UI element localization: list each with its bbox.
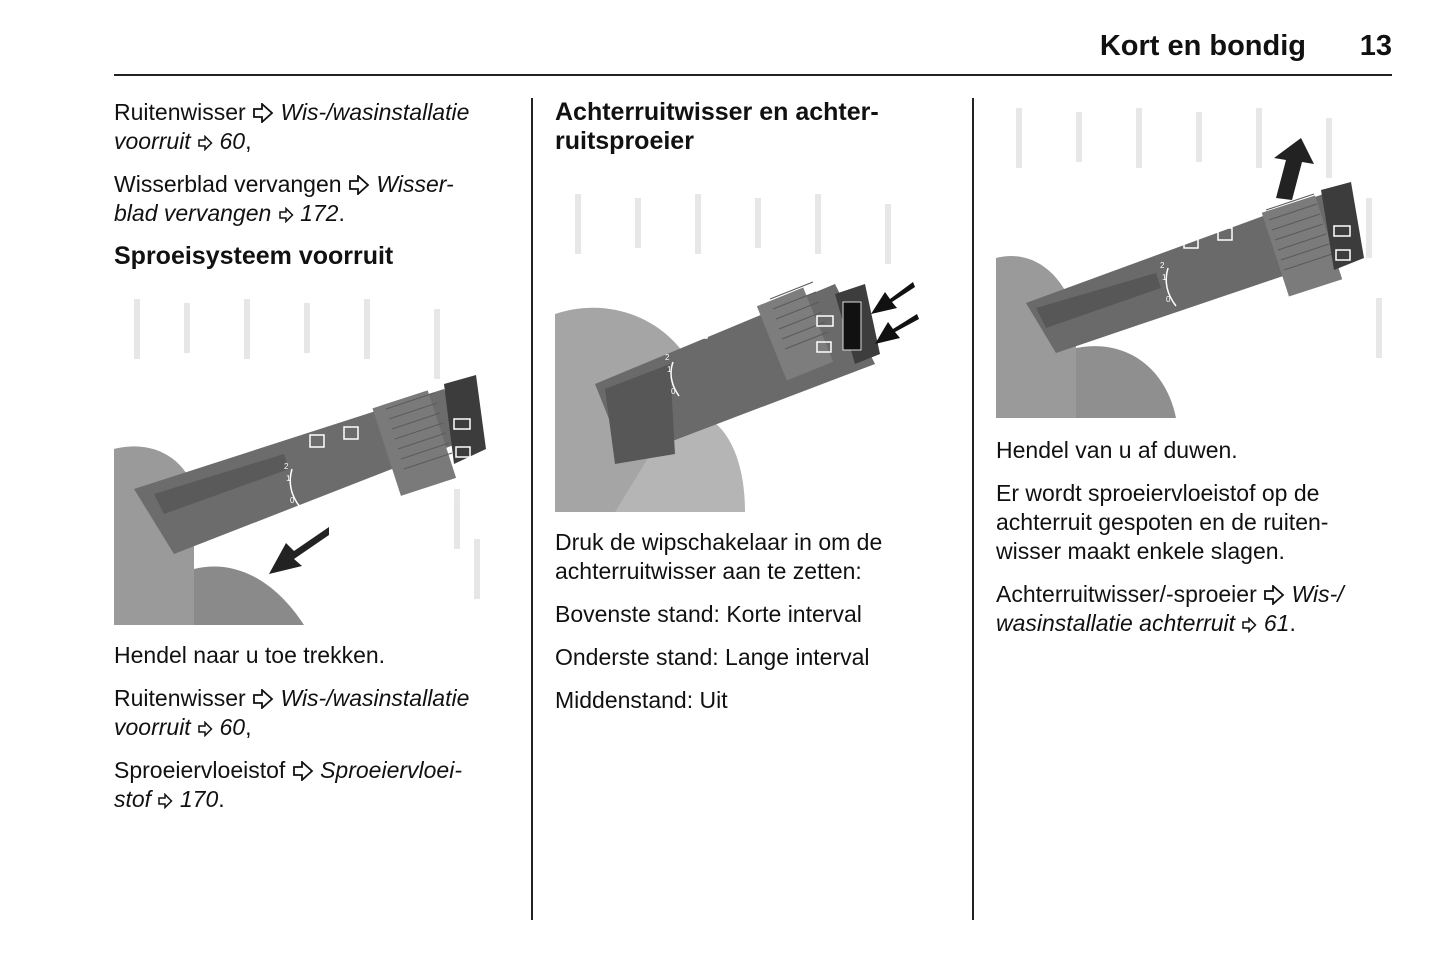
page-reference[interactable]: 61 <box>1263 610 1290 636</box>
hollow-right-arrow-icon <box>348 170 370 199</box>
cross-reference-link[interactable]: stof <box>114 786 152 812</box>
lever-pull-illustration <box>114 289 509 625</box>
cross-reference-link[interactable]: Wis-/ <box>1291 581 1344 607</box>
svg-text:1: 1 <box>1162 273 1167 282</box>
lever-push-illustration <box>996 98 1391 418</box>
column-divider-2 <box>972 98 974 920</box>
page-reference[interactable]: 172 <box>300 200 339 226</box>
cross-reference-wiper-2: Ruitenwisser Wis-/wasinstallatie voorruit 60, <box>114 685 470 740</box>
setting-bottom: Onderste stand: Lange interval <box>555 644 870 670</box>
section-heading: Sproeisysteem voorruit <box>114 242 394 270</box>
page-reference[interactable]: 60 <box>219 714 246 740</box>
cross-reference-link[interactable]: blad vervangen <box>114 200 272 226</box>
figure-caption: Hendel van u af duwen. <box>996 437 1238 463</box>
svg-text:0: 0 <box>1166 295 1171 304</box>
svg-text:2: 2 <box>1160 261 1165 270</box>
svg-text:1: 1 <box>286 474 291 483</box>
column-1 <box>114 98 509 828</box>
header-rule <box>114 74 1392 76</box>
cross-reference-wiper-blade: Wisserblad vervangen Wisser- blad vervangen 172. <box>114 171 454 226</box>
description-text: Er wordt sproeiervloeistof op de achterruit gespoten en de ruiten-wisser maakt enkele slagen. <box>996 480 1329 564</box>
small-hollow-right-arrow-icon <box>1241 610 1257 636</box>
svg-text:2: 2 <box>665 353 670 362</box>
section-heading: Achterruitwisser en achter- ruitsproeier <box>555 98 879 155</box>
small-hollow-right-arrow-icon <box>197 128 213 154</box>
hollow-right-arrow-icon <box>1263 580 1285 609</box>
column-3 <box>996 98 1391 652</box>
column-divider-1 <box>531 98 533 920</box>
cross-reference-link[interactable]: Wis-/wasinstallatie voorruit <box>114 99 470 154</box>
hollow-right-arrow-icon <box>252 684 274 713</box>
cross-reference-rear-wiper: Achterruitwisser/-sproeier Wis-/ wasinstallatie achterruit 61. <box>996 581 1344 636</box>
small-hollow-right-arrow-icon <box>278 200 294 226</box>
cross-reference-wiper: Ruitenwisser Wis-/wasinstallatie voorruit 60, <box>114 99 470 154</box>
figure-caption: Hendel naar u toe trekken. <box>114 642 386 668</box>
chapter-title: Kort en bondig <box>1099 30 1306 62</box>
page-reference[interactable]: 170 <box>179 786 219 812</box>
cross-reference-link[interactable]: Wisser- <box>376 171 454 197</box>
small-hollow-right-arrow-icon <box>197 714 213 740</box>
rear-wiper-switch-illustration <box>555 174 950 512</box>
column-2 <box>555 98 950 729</box>
hollow-right-arrow-icon <box>252 98 274 127</box>
cross-reference-link[interactable]: Wis-/wasinstallatie voorruit <box>114 685 470 740</box>
setting-top: Bovenste stand: Korte interval <box>555 601 862 627</box>
svg-text:0: 0 <box>671 387 676 396</box>
page-reference[interactable]: 60 <box>219 128 246 154</box>
page-header <box>114 28 1392 74</box>
cross-reference-link[interactable]: Sproeiervloei- <box>320 757 462 783</box>
small-hollow-right-arrow-icon <box>157 786 173 812</box>
cross-reference-washer-fluid: Sproeiervloeistof Sproeiervloei- stof 170. <box>114 757 462 812</box>
svg-text:2: 2 <box>284 462 289 471</box>
svg-text:0: 0 <box>290 496 295 505</box>
page-number: 13 <box>1359 30 1392 62</box>
setting-middle: Middenstand: Uit <box>555 687 728 713</box>
hollow-right-arrow-icon <box>292 756 314 785</box>
instruction-text: Druk de wipschakelaar in om de achterruitwisser aan te zetten: <box>555 529 883 584</box>
svg-text:1: 1 <box>667 365 672 374</box>
cross-reference-link[interactable]: wasinstallatie achterruit <box>996 610 1236 636</box>
